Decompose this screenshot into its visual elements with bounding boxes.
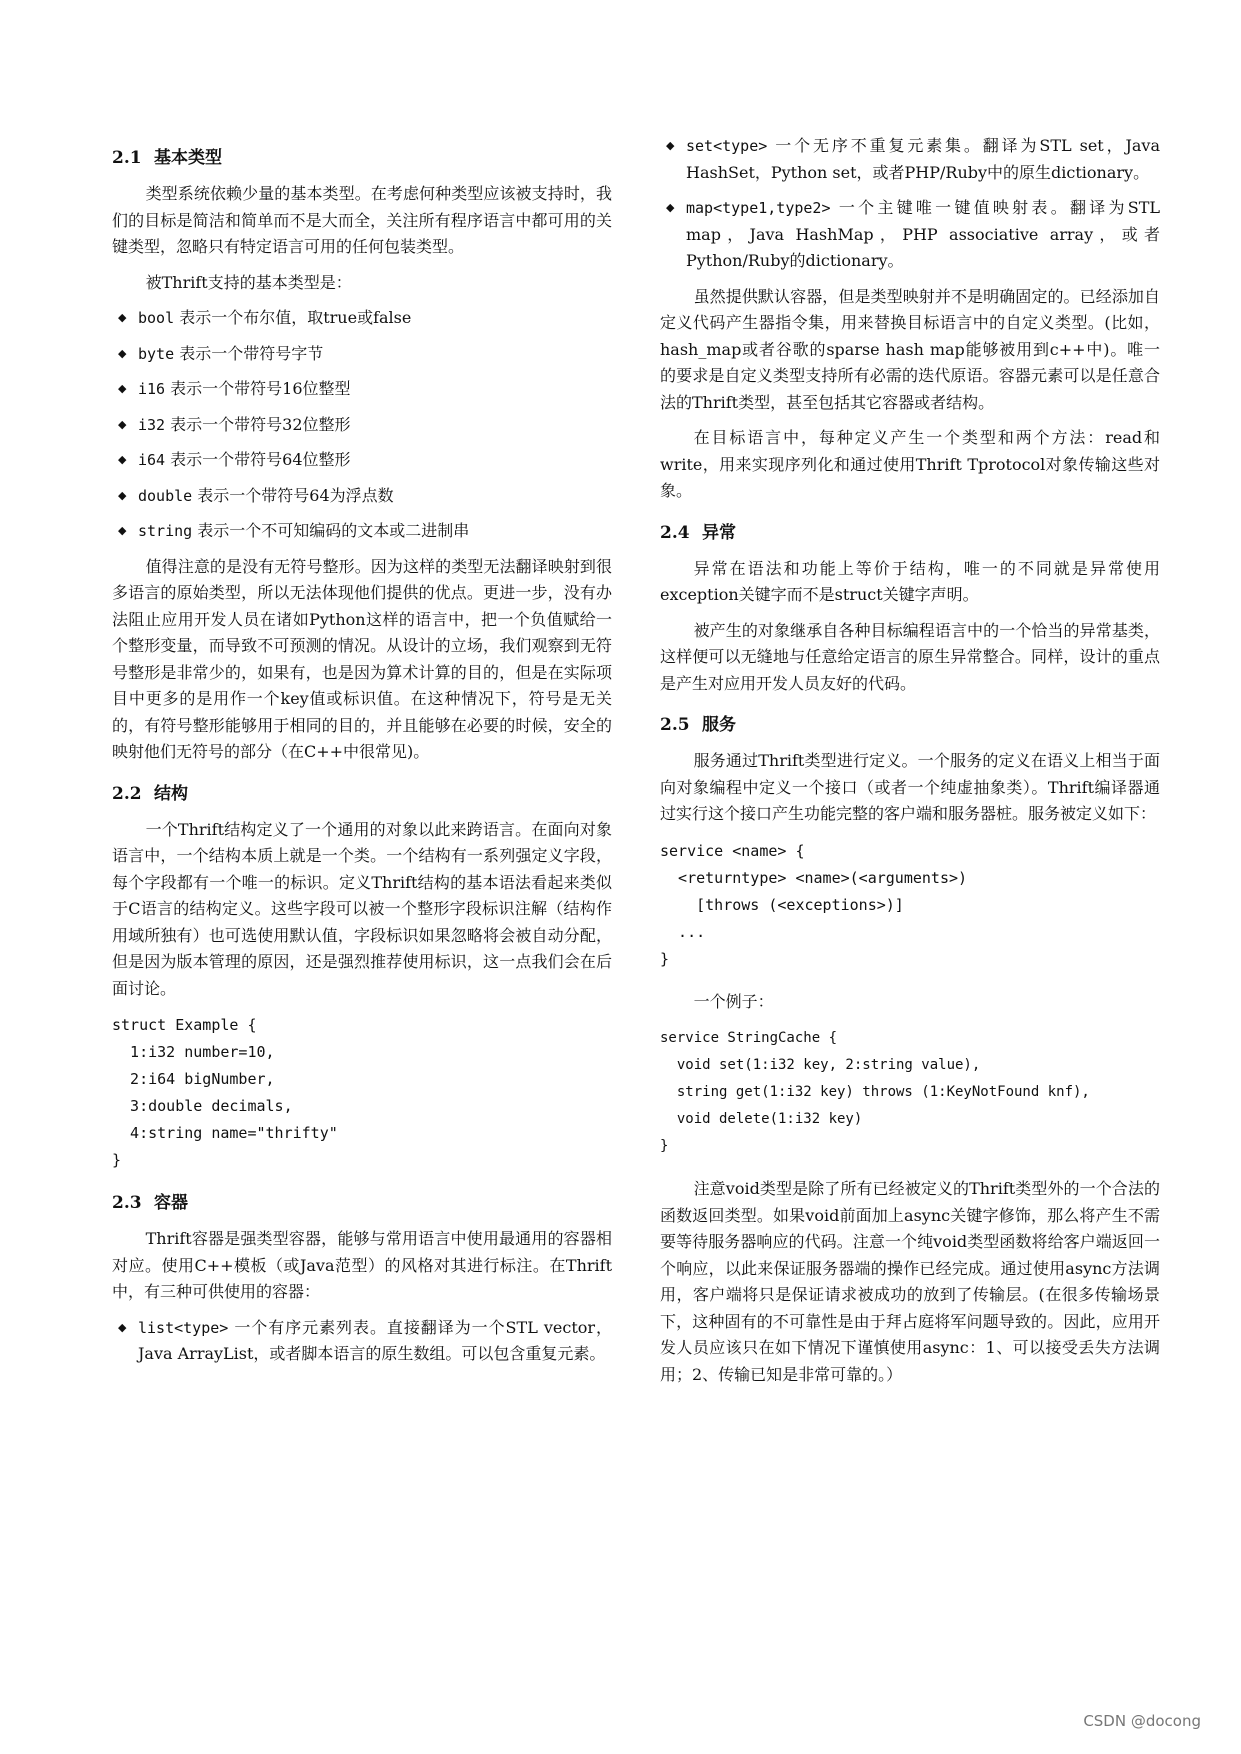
paragraph: 一个例子：: [693, 991, 774, 1011]
left-column: [112, 145, 612, 1377]
paragraph: 值得注意的是没有无符号整形。因为这样的类型无法翻译映射到很多语言的原始类型，所以无法体现他们提供的优点。更进一步，没有办法阻止应用开发人员在诸如Python这样的语言中，把一个负值赋给一个整形变量，而导致不可预测的情况。从设计的立场，我们观察到无符号整形是非常少的，如果有，也是因为算术计算的目的，但是在实际项目中更多的是用作一个key值或标识值。在这种情况下，符号是无关的，有符号整形能够用于相同的目的，并且能够在必要的时候，安全的映射他们无符号的部分（在C++中很常见)。: [112, 556, 612, 761]
section-heading-2-2: 2.2 结构: [112, 783, 188, 804]
section-heading-2-4: 2.4 异常: [660, 522, 736, 543]
list-item: ◆ map<type1,type2> 一个主键唯一键值映射表。翻译为STL map，Java HashMap，PHP associative array，或者Python/Ruby的dictionary。: [660, 195, 1160, 275]
section-heading-2-1: 2.1 基本类型: [112, 148, 222, 168]
section-title: 基本类型: [154, 148, 222, 168]
paragraph: 类型系统依赖少量的基本类型。在考虑何种类型应该被支持时，我们的目标是简洁和简单而不是大而全，关注所有程序语言中都可用的关键类型，忽略只有特定语言可用的任何包装类型。: [112, 184, 612, 256]
right-column: [660, 133, 1160, 1397]
section-heading-2-5: 2.5 服务: [660, 715, 736, 735]
code-block-service-syntax: service <name> { <returntype> <name>(<arguments>) [throws (<exceptions>)] ... }: [660, 841, 968, 968]
containers-list: [112, 1315, 612, 1368]
paragraph: 在目标语言中，每种定义产生一个类型和两个方法：read和write，用来实现序列化和通过使用Thrift Tprotocol对象传输这些对象。: [660, 428, 1160, 500]
paragraph: 异常在语法和功能上等价于结构，唯一的不同就是异常使用exception关键字而不是struct关键字声明。: [660, 558, 1160, 604]
code-block-struct: struct Example { 1:i32 number=10, 2:i64 bigNumber, 3:double decimals, 4:string name="thrifty" }: [112, 1016, 338, 1169]
list-item: ◆ i64 表示一个带符号64位整形: [112, 447, 612, 474]
paragraph: 注意void类型是除了所有已经被定义的Thrift类型外的一个合法的函数返回类型。如果void前面加上async关键字修饰，那么将产生不需要等待服务器响应的代码。注意一个纯void类型函数将给客户端返回一个响应，以此来保证服务器端的操作已经完成。通过使用async方法调用，客户端将只是保证请求被成功的放到了传输层。(在很多传输场景下，这种固有的不可靠性是由于拜占庭将军问题导致的。因此，应用开发人员应该只在如下情况下谨慎使用async：1、可以接受丢失方法调用；2、传输已知是非常可靠的。）: [660, 1179, 1160, 1384]
basic-types-list: [112, 305, 612, 545]
list-item: ◆ set<type> 一个无序不重复元素集。翻译为STL set，Java HashSet，Python set，或者PHP/Ruby中的原生dictionary。: [660, 133, 1160, 186]
containers-list-cont: [660, 133, 1160, 275]
section-heading-2-3: 2.3 容器: [112, 1193, 188, 1213]
watermark: CSDN @docong: [1083, 1712, 1201, 1730]
paragraph: 被产生的对象继承自各种目标编程语言中的一个恰当的异常基类，这样便可以无缝地与任意给定语言的原生异常整合。同样，设计的重点是产生对应用开发人员友好的代码。: [660, 620, 1160, 693]
list-item: ◆ double 表示一个带符号64为浮点数: [112, 483, 612, 510]
paragraph: 一个Thrift结构定义了一个通用的对象以此来跨语言。在面向对象语言中，一个结构本质上就是一个类。一个结构有一系列强定义字段，每个字段都有一个唯一的标识。定义Thrift结构的基本语法看起来类似于C语言的结构定义。这些字段可以被一个整形字段标识注解（结构作用域所独有）也可选使用默认值，字段标识如果忽略将会被自动分配，但是因为版本管理的原因，还是强烈推荐使用标识，这一点我们会在后面讨论。: [112, 819, 612, 998]
section-title: 服务: [702, 715, 736, 735]
list-item: ◆ string 表示一个不可知编码的文本或二进制串: [112, 518, 612, 545]
paragraph: Thrift容器是强类型容器，能够与常用语言中使用最通用的容器相对应。使用C++模板（或Java范型）的风格对其进行标注。在Thrift中，有三种可供使用的容器：: [112, 1229, 612, 1301]
section-title: 容器: [154, 1193, 188, 1213]
list-item: ◆ list<type> 一个有序元素列表。直接翻译为一个STL vector，Java ArrayList，或者脚本语言的原生数组。可以包含重复元素。: [112, 1315, 612, 1368]
paragraph: 虽然提供默认容器，但是类型映射并不是明确固定的。已经添加自定义代码产生器指令集，用来替换目标语言中的自定义类型。(比如，hash_map或者谷歌的sparse hash map能够被用到c++中)。唯一的要求是自定义类型支持所有必需的迭代原语。容器元素可以是任意合法的Thrift类型，甚至包括其它容器或者结构。: [660, 286, 1160, 412]
paragraph: 被Thrift支持的基本类型是：: [145, 272, 352, 292]
list-item: ◆ i16 表示一个带符号16位整型: [112, 376, 612, 403]
section-title: 异常: [702, 522, 736, 543]
list-item: ◆ byte 表示一个带符号字节: [112, 341, 612, 368]
list-item: ◆ bool 表示一个布尔值，取true或false: [112, 305, 612, 332]
list-item: ◆ i32 表示一个带符号32位整形: [112, 412, 612, 439]
section-title: 结构: [154, 783, 188, 804]
code-block-service-example: service StringCache { void set(1:i32 key, 2:string value), string get(1:i32 key) throws (1:KeyNotFound knf), void delete(1:i32 key) }: [660, 1030, 1090, 1154]
paragraph: 服务通过Thrift类型进行定义。一个服务的定义在语义上相当于面向对象编程中定义一个接口（或者一个纯虚抽象类）。Thrift编译器通过实行这个接口产生功能完整的客户端和服务器桩。服务被定义如下：: [660, 751, 1160, 823]
